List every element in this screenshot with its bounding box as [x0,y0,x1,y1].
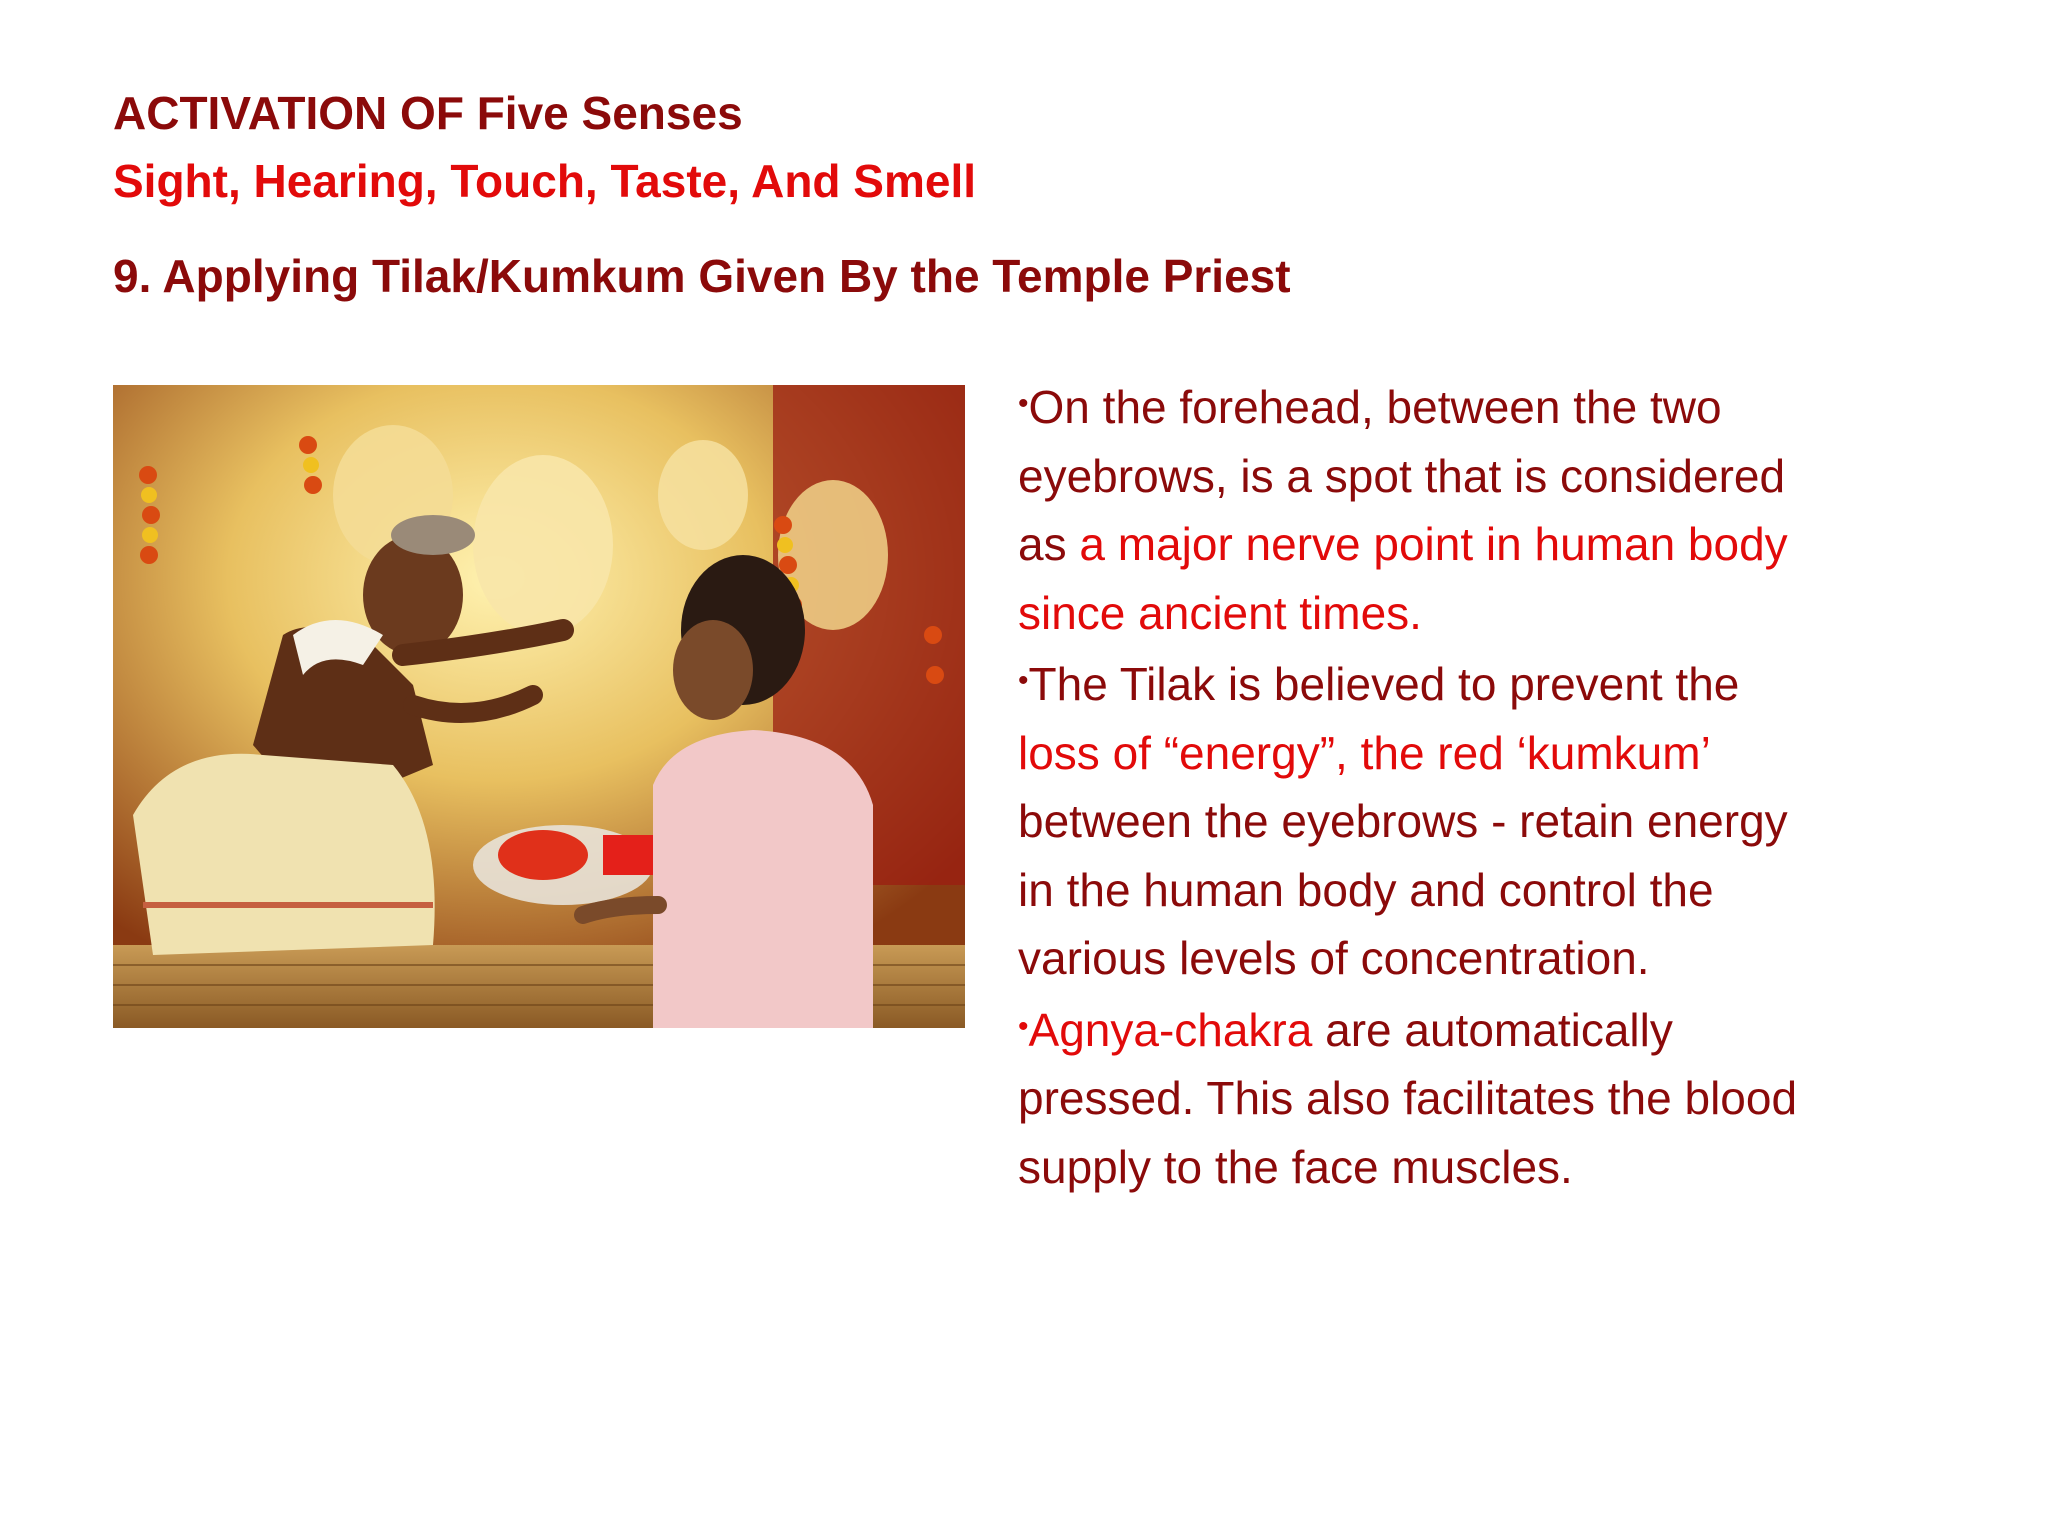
bullet-icon: • [1018,1009,1029,1043]
text-segment: as [1018,518,1080,570]
text-segment: are automatically [1312,1003,1673,1056]
priest-tilak-photo [113,385,965,1028]
text-line [1018,719,2018,788]
text-segment: in the human body and control the [1018,863,1714,916]
text-segment-highlight: a major nerve point in human body [1079,518,1788,570]
text-line [1018,647,2018,719]
bullet-icon: • [1018,387,1029,420]
body-text [1018,370,2018,1201]
text-line [1018,993,2018,1065]
text-segment-highlight: Agnya-chakra [1028,1003,1313,1056]
text-segment: eyebrows, is a spot that is considered [1018,449,1786,502]
bullet-icon: • [1018,664,1029,697]
text-segment: pressed. This also facilitates the blood [1018,1072,1798,1124]
text-line [1018,370,2018,442]
text-line [1018,579,2018,648]
text-line [1018,510,2018,579]
text-segment: The Tilak is believed to prevent the [1028,658,1740,710]
slide-title: ACTIVATION OF Five Senses [113,87,743,139]
text-segment-highlight: since ancient times. [1018,586,1422,639]
text-segment: between the eyebrows - retain energy [1018,795,1788,847]
text-line [1018,787,2018,856]
section-heading: 9. Applying Tilak/Kumkum Given By the Temple Priest [113,250,1291,302]
text-line [1018,1133,2018,1202]
text-segment: various levels of concentration. [1018,932,1650,984]
text-line [1018,1064,2018,1133]
text-segment: On the forehead, between the two [1028,381,1722,433]
text-segment-highlight: loss of “energy”, the red ‘kumkum’ [1018,726,1711,779]
text-segment: supply to the face muscles. [1018,1140,1573,1193]
senses-list: Sight, Hearing, Touch, Taste, And Smell [113,155,977,207]
text-line [1018,856,2018,925]
text-line [1018,924,2018,993]
text-line [1018,442,2018,511]
